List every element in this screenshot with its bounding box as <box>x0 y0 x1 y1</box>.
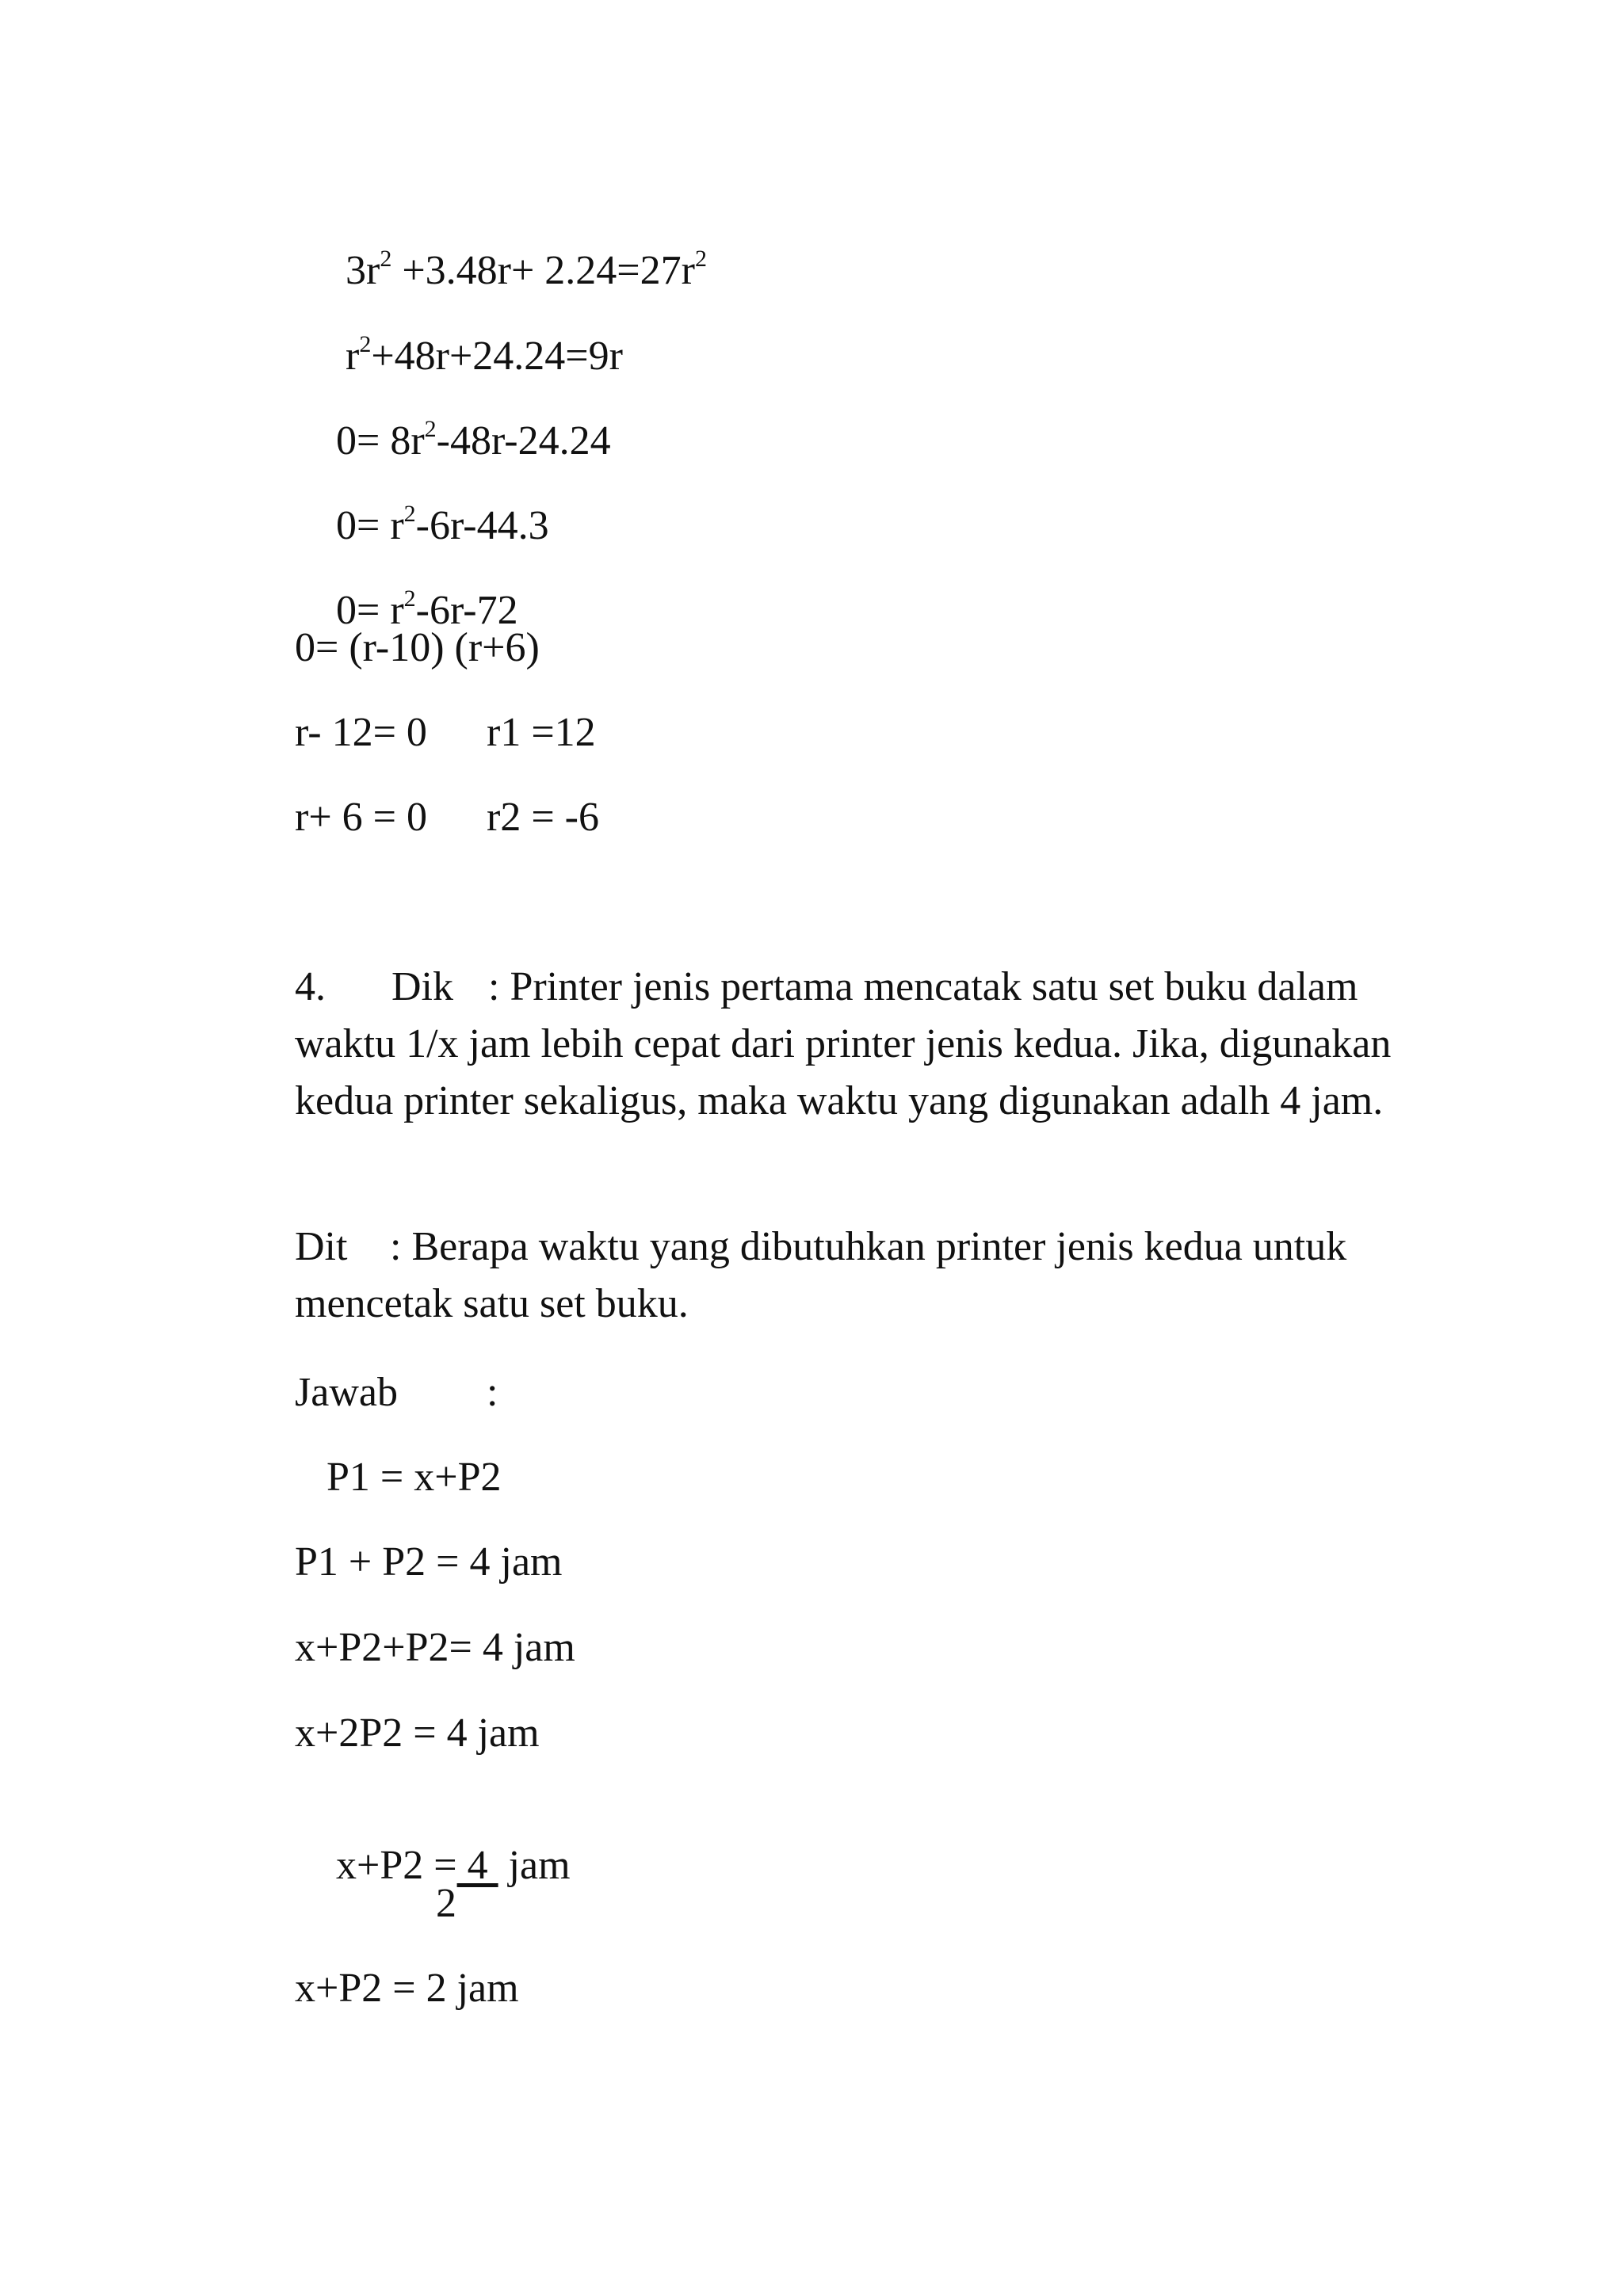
eq2-part-a: r <box>346 334 360 379</box>
step-3: x+P2+P2= 4 jam <box>295 1625 575 1670</box>
dik-text: : Printer jenis pertama mencatak satu set buku dalam waktu 1/x jam lebih cepat dari printer jenis kedua. Jika, digunakan kedua printer sekaligus, maka waktu yang digunakan adalh 4 jam. <box>295 964 1392 1123</box>
eq5-part-a: 0= r <box>336 588 404 633</box>
eq5-part-b: -6r-72 <box>415 588 518 633</box>
dit-paragraph <box>295 1219 1436 1333</box>
eq3-part-b: -48r-24.24 <box>436 418 611 463</box>
eq4-exp: 2 <box>403 501 416 527</box>
equation-line-7-left: r- 12= 0 <box>295 710 427 755</box>
eq1-part-a: 3r <box>346 248 380 293</box>
eq2-exp: 2 <box>359 331 372 357</box>
jawab-colon: : <box>487 1370 498 1415</box>
eq1-exp-1: 2 <box>380 246 392 272</box>
dik-label: Dik <box>391 964 453 1009</box>
equation-line-7-right: r1 =12 <box>487 710 596 755</box>
dit-text: : Berapa waktu yang dibutuhkan printer jenis kedua untuk mencetak satu set buku. <box>295 1224 1347 1326</box>
step-2: P1 + P2 = 4 jam <box>295 1539 563 1585</box>
step-5-numerator: 4 <box>456 1843 498 1888</box>
step-1: P1 = x+P2 <box>327 1455 502 1500</box>
eq3-exp: 2 <box>424 416 437 442</box>
equation-line-8-left: r+ 6 = 0 <box>295 795 427 840</box>
eq1-exp-2: 2 <box>694 246 707 272</box>
step-6: x+P2 = 2 jam <box>295 1966 519 2011</box>
step-4: x+2P2 = 4 jam <box>295 1711 540 1756</box>
eq4-part-a: 0= r <box>336 503 404 548</box>
jawab-label: Jawab <box>295 1370 398 1415</box>
eq1-part-b: +3.48r+ 2.24=27r <box>391 248 695 293</box>
equation-line-8-right: r2 = -6 <box>487 795 599 840</box>
eq5-exp: 2 <box>403 585 416 612</box>
step-5-suffix: jam <box>498 1843 571 1888</box>
eq4-part-b: -6r-44.3 <box>415 503 549 548</box>
step-5-prefix: x+P2 = <box>336 1843 457 1888</box>
problem-number: 4. <box>295 964 326 1009</box>
step-5-numerator-line <box>295 1794 571 1937</box>
dik-paragraph <box>295 959 1436 1130</box>
eq3-part-a: 0= 8r <box>336 418 425 463</box>
eq2-part-b: +48r+24.24=9r <box>371 334 623 379</box>
dit-label: Dit <box>295 1224 348 1269</box>
equation-line-6: 0= (r-10) (r+6) <box>295 625 540 670</box>
step-5-denominator: 2 <box>436 1881 456 1926</box>
